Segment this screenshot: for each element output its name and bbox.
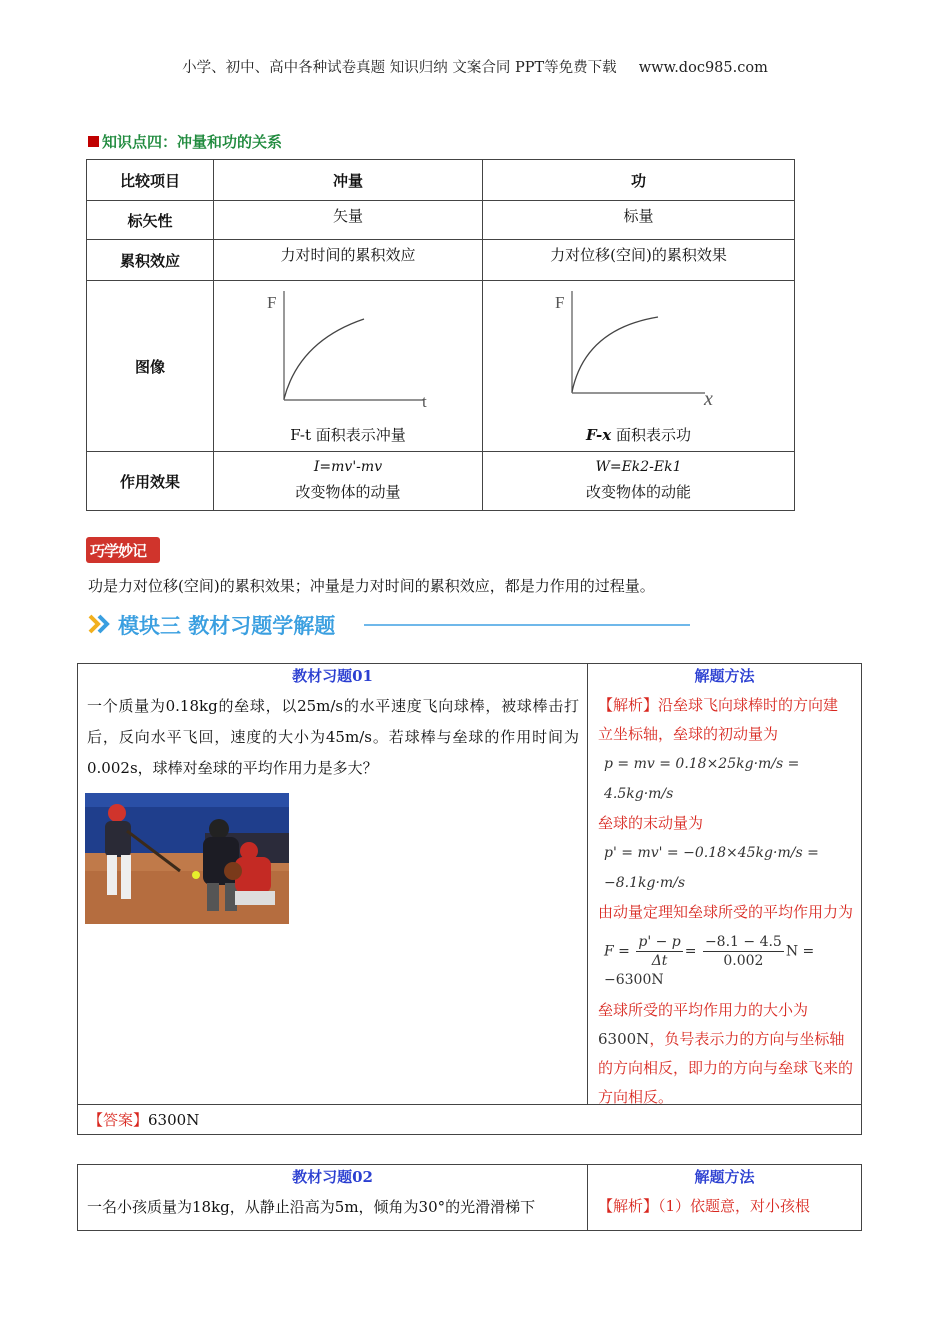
double-chevron-icon	[88, 614, 112, 634]
impulse-curve	[284, 319, 364, 399]
table-row	[87, 201, 795, 240]
problem-1-solution	[588, 664, 861, 1104]
force-eq-frac-2	[703, 933, 784, 970]
row-label-effect: 作用效果	[87, 452, 214, 511]
sol2-tag: 【解析】	[598, 1197, 659, 1215]
work-caption-text: 面积表示功	[611, 426, 691, 444]
sol-step-2: 垒球的末动量为	[598, 814, 704, 832]
row-label-cumulative: 累积效应	[87, 240, 214, 281]
baseball-image	[85, 793, 289, 924]
sol-step-4a: 垒球所受的平均作用力的大小为	[598, 1001, 809, 1019]
work-graph-caption	[483, 424, 794, 445]
impulse-graph-caption: F-t 面积表示冲量	[290, 426, 406, 444]
problem-2-solution-text	[588, 1190, 861, 1221]
red-square-icon	[88, 136, 99, 147]
sol-step-4-value: 6300N	[598, 1030, 650, 1048]
work-caption-em: F-x	[586, 426, 612, 444]
cell-work-vector	[483, 201, 795, 240]
problem-1-box	[77, 663, 862, 1135]
impulse-y-label: F	[267, 293, 277, 312]
frac1-num: p' − p	[638, 934, 681, 950]
row-label-graph: 图像	[87, 281, 214, 452]
problem-1-solution-text	[588, 689, 861, 1112]
problem-2-statement	[78, 1165, 588, 1230]
module-divider	[364, 624, 690, 626]
frac2-den: 0.002	[723, 953, 764, 969]
problem-1-text: 一个质量为0.18kg的垒球，以25m/s的水平速度飞向球棒，被球棒击打后，反向水平飞回，速度的大小为45m/s。若球棒与垒球的作用时间为0.002s，球棒对垒球的平均作用力是多大？	[87, 697, 579, 777]
problem-2-title: 教材习题02	[292, 1168, 373, 1186]
baseball-photo	[85, 793, 289, 924]
work-graph	[483, 281, 794, 451]
problem-2-box	[77, 1164, 862, 1231]
cell-impulse-graph	[214, 281, 483, 452]
problem-2-method-title: 解题方法	[694, 1168, 755, 1186]
cell-work-graph	[483, 281, 795, 452]
frac1-den: Δt	[651, 953, 668, 969]
work-effect-text: 改变物体的动能	[585, 482, 691, 501]
force-eq-rhs: N = −6300N	[604, 943, 815, 988]
force-eq-lhs: F =	[604, 943, 630, 960]
impulse-cumulative-text: 力对时间的累积效应	[280, 246, 416, 264]
problem-1-answer	[78, 1104, 861, 1135]
table-row	[87, 452, 795, 511]
sol-step-3: 由动量定理知垒球所受的平均作用力为	[598, 903, 854, 921]
problem-2-solution	[588, 1165, 861, 1230]
table-row	[87, 281, 795, 452]
cell-work-effect	[483, 452, 795, 511]
work-cumulative-text: 力对位移(空间)的累积效果	[550, 246, 727, 264]
section-title	[88, 131, 282, 152]
frac2-num: −8.1 − 4.5	[704, 934, 782, 950]
header-site[interactable]: www.doc985.com	[638, 60, 768, 76]
answer-value: 6300N	[148, 1111, 200, 1129]
work-vector-text: 标量	[623, 207, 654, 225]
row-label-vector: 标矢性	[87, 201, 214, 240]
cell-impulse-effect	[214, 452, 483, 511]
header-text: 小学、初中、高中各种试卷真题 知识归纳 文案合同 PPT等免费下载	[182, 60, 617, 76]
cell-impulse-vector	[214, 201, 483, 240]
impulse-equation: I=mv'-mv	[313, 458, 383, 475]
work-curve	[572, 317, 658, 392]
module-title: 模块三 教材习题学解题	[118, 614, 336, 638]
cell-impulse-cumulative	[214, 240, 483, 281]
work-y-label: F	[555, 293, 565, 312]
sol2-step-1: （1）依题意，对小孩根	[658, 1197, 811, 1215]
sol-step-4b: ，负号表示力的方向与坐标轴的方向相反，即力的方向与垒球飞来的方向相反。	[598, 1030, 854, 1106]
sol-step-1: 沿垒球飞向球棒时的方向建立坐标轴，垒球的初动量为	[598, 696, 839, 743]
force-eq-frac-1	[636, 933, 682, 970]
table-row	[87, 240, 795, 281]
work-equation: W=Ek2-Ek1	[595, 458, 682, 475]
sol-tag: 【解析】	[598, 696, 659, 714]
comparison-table	[86, 159, 795, 511]
header-cell-item: 比较项目	[87, 160, 214, 201]
tip-badge: 巧学妙记	[86, 537, 160, 563]
section-title-text: 知识点四：冲量和功的关系	[102, 133, 283, 151]
impulse-graph	[214, 281, 482, 451]
problem-1-method-title: 解题方法	[694, 667, 755, 685]
problem-2-text: 一名小孩质量为18kg，从静止沿高为5m，倾角为30°的光滑滑梯下	[87, 1198, 536, 1216]
impulse-x-label: t	[422, 392, 427, 411]
impulse-effect-text: 改变物体的动量	[295, 482, 401, 501]
final-momentum-eq: p' = mv' = −0.18×45kg·m/s = −8.1kg·m/s	[604, 845, 819, 891]
answer-tag: 【答案】	[88, 1111, 149, 1129]
impulse-vector-text: 矢量	[332, 207, 363, 225]
problem-1-title: 教材习题01	[292, 667, 373, 685]
cell-work-cumulative	[483, 240, 795, 281]
tip-text: 功是力对位移(空间)的累积效果；冲量是力对时间的累积效应，都是力作用的过程量。	[88, 577, 655, 595]
table-header-row	[87, 160, 795, 201]
header-cell-work: 功	[483, 160, 795, 201]
force-eq: F = $\frac{p' - p}{\Delta t}$ = $\frac{-8.1 - 4.5}{0.002}$ N = −6300N	[604, 934, 815, 988]
header-cell-impulse: 冲量	[214, 160, 483, 201]
work-x-label: x	[704, 388, 713, 410]
initial-momentum-eq: p = mv = 0.18×25kg·m/s = 4.5kg·m/s	[604, 756, 800, 802]
problem-1-statement	[78, 664, 588, 1104]
page-header	[0, 56, 950, 77]
